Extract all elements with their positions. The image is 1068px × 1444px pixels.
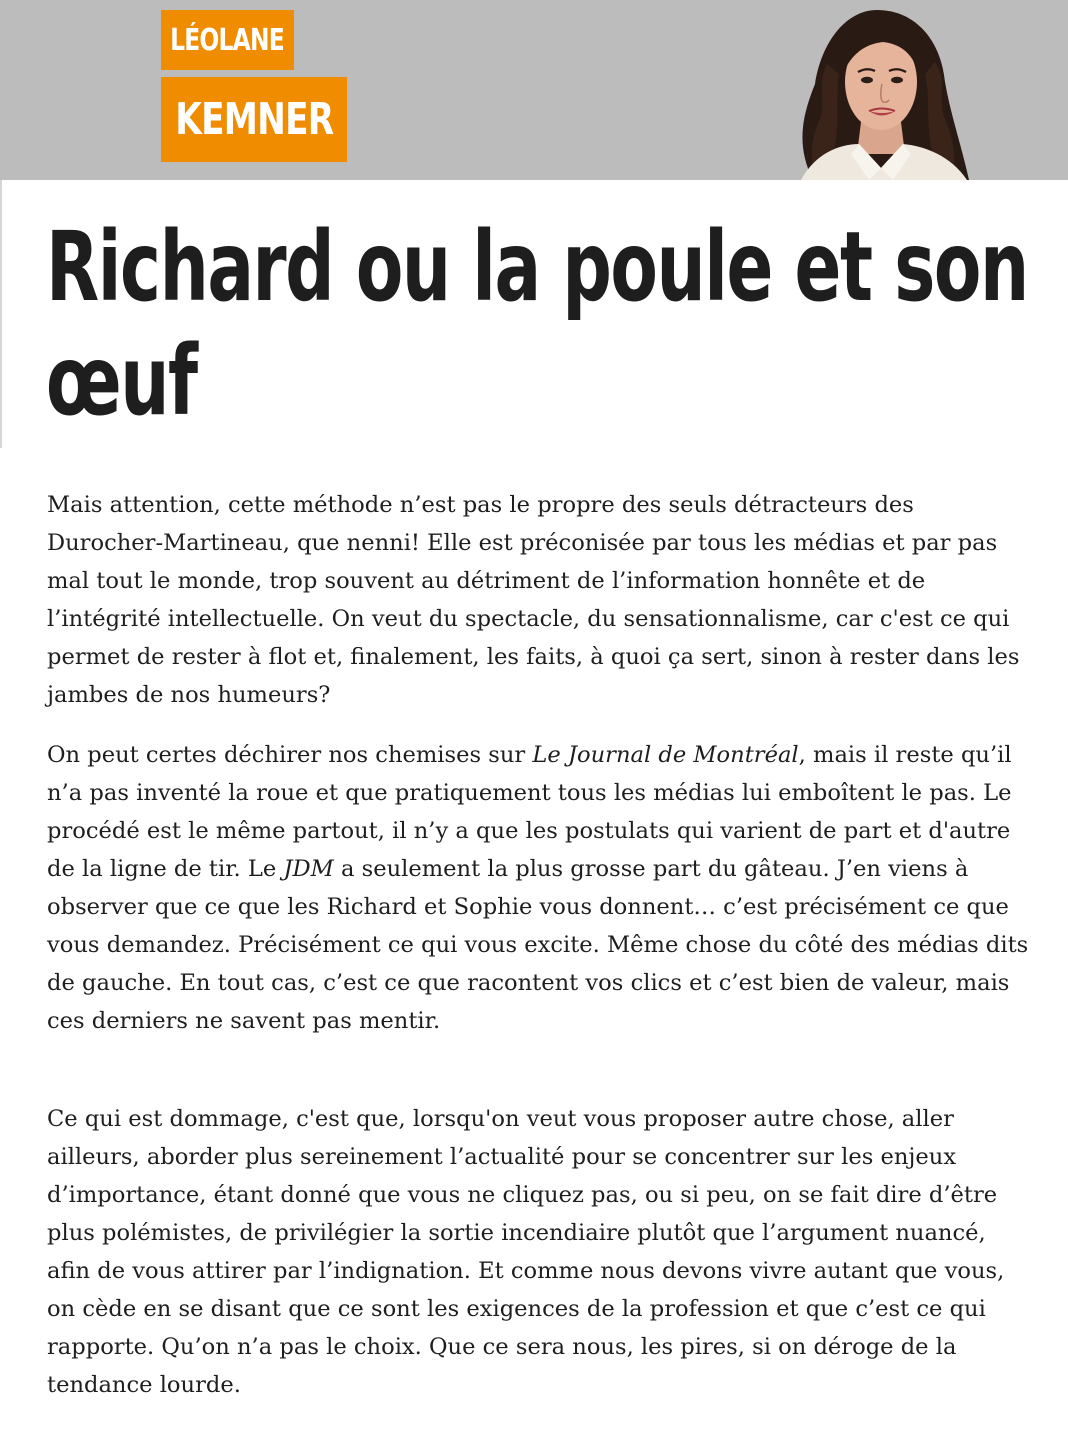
p2-text-2: , mais il reste qu’il n’a pas inventé la roue et que pratiquement tous les médias lui emboîtent le pas. Le procédé est le même partout, il n’y a que les postulats qui varient de part et d'autre de la ligne de tir. Le — [47, 742, 1012, 882]
article-paragraph-2 — [47, 736, 1032, 1040]
article-headline-text: Richard ou la poule et son œuf — [46, 211, 1028, 437]
publication-name-italic: Le Journal de Montréal — [532, 742, 799, 768]
left-edge-rule — [0, 180, 2, 448]
author-portrait — [755, 4, 985, 180]
publication-abbrev-italic: JDM — [283, 856, 334, 882]
p2-text-3: a seulement la plus grosse part du gâteau. J’en viens à observer que ce que les Richard et Sophie vous donnent… c’est précisément ce que vous demandez. Précisément ce qui vous excite. Même chose du côté des médias dits de gauche. En tout cas, c’est ce que racontent vos clics et c’est bien de valeur, mais ces derniers ne savent pas mentir. — [47, 856, 1029, 1034]
author-first-name-tag — [161, 10, 294, 70]
p2-text-1: On peut certes déchirer nos chemises sur — [47, 742, 533, 768]
article-paragraph-1: Mais attention, cette méthode n’est pas le propre des seuls détracteurs des Durocher-Martineau, que nenni! Elle est préconisée par tous les médias et par pas mal tout le monde, trop souvent au détriment de l’information honnête et de l’intégrité intellectuelle. On veut du spectacle, du sensationnalisme, car c'est ce qui permet de rester à flot et, finalement, les faits, à quoi ça sert, sinon à rester dans les jambes de nos humeurs? — [47, 492, 1020, 708]
article-paragraph-3: Ce qui est dommage, c'est que, lorsqu'on veut vous proposer autre chose, aller ailleurs, aborder plus sereinement l’actualité pour se concentrer sur les enjeux d’importance, étant donné que vous ne cliquez pas, ou si peu, on se fait dire d’être plus polémistes, de privilégier la sortie incendiaire plutôt que l’argument nuancé, afin de vous attirer par l’indignation. Et comme nous devons vivre autant que vous, on cède en se disant que ce sont les exigences de la profession et que c’est ce qui rapporte. Qu’on n’a pas le choix. Que ce sera nous, les pires, si on déroge de la tendance lourde. — [47, 1106, 1005, 1398]
author-last-name: KEMNER — [174, 94, 334, 145]
article-body — [47, 486, 1032, 1404]
article-headline — [46, 210, 1036, 438]
author-last-name-tag — [161, 77, 347, 162]
author-first-name: LÉOLANE — [170, 22, 285, 58]
